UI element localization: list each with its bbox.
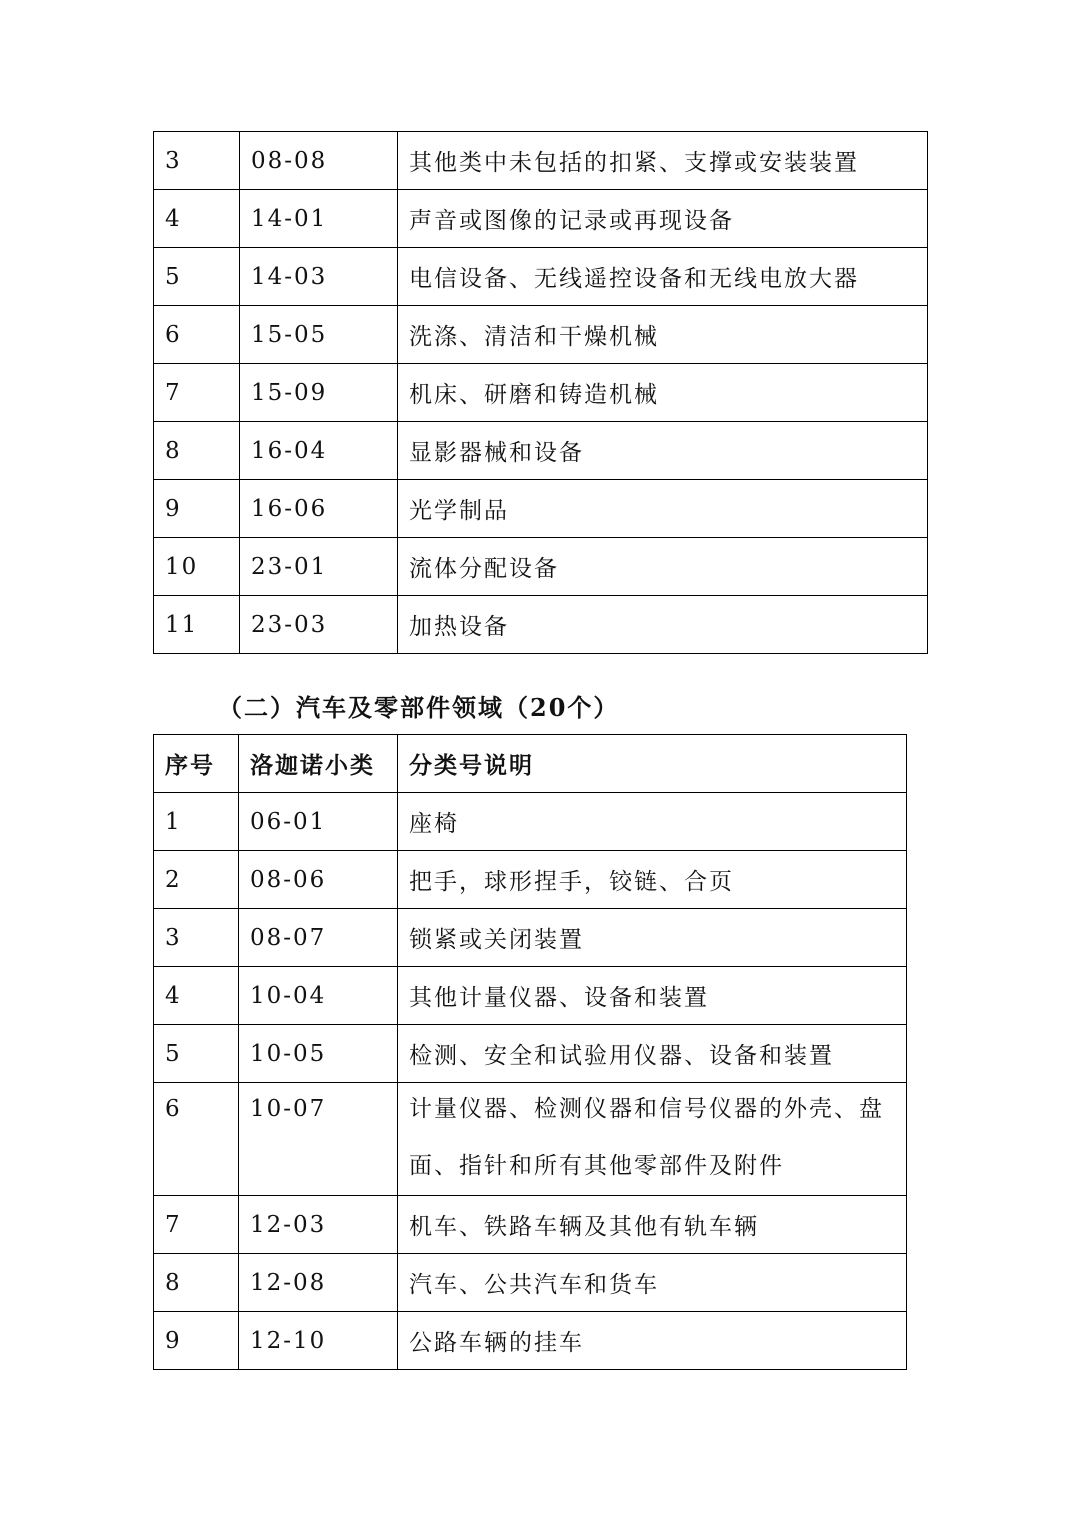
class-description: 声音或图像的记录或再现设备 bbox=[398, 190, 928, 248]
table-header-row bbox=[154, 735, 907, 793]
header-locarno-subclass: 洛迦诺小类 bbox=[239, 735, 398, 793]
table-row bbox=[154, 1312, 907, 1370]
row-number: 7 bbox=[154, 1196, 239, 1254]
header-number: 序号 bbox=[154, 735, 239, 793]
locarno-code: 10-05 bbox=[239, 1025, 398, 1083]
table-row bbox=[154, 967, 907, 1025]
automotive-classification-table bbox=[153, 734, 907, 1370]
table-row bbox=[154, 306, 928, 364]
locarno-code: 10-04 bbox=[239, 967, 398, 1025]
row-number: 1 bbox=[154, 793, 239, 851]
section-heading: （二）汽车及零部件领域（20个） bbox=[218, 693, 620, 722]
row-number: 3 bbox=[154, 132, 240, 190]
class-description: 电信设备、无线遥控设备和无线电放大器 bbox=[398, 248, 928, 306]
row-number: 6 bbox=[154, 306, 240, 364]
row-number: 5 bbox=[154, 1025, 239, 1083]
class-description: 其他类中未包括的扣紧、支撑或安装装置 bbox=[398, 132, 928, 190]
locarno-code: 14-03 bbox=[240, 248, 398, 306]
classification-table-part-1 bbox=[153, 131, 928, 654]
table-row bbox=[154, 1254, 907, 1312]
locarno-code: 16-04 bbox=[240, 422, 398, 480]
row-number: 11 bbox=[154, 596, 240, 654]
row-number: 5 bbox=[154, 248, 240, 306]
class-description: 把手，球形捏手，铰链、合页 bbox=[398, 851, 907, 909]
locarno-code: 15-09 bbox=[240, 364, 398, 422]
locarno-code: 08-08 bbox=[240, 132, 398, 190]
row-number: 10 bbox=[154, 538, 240, 596]
row-number: 3 bbox=[154, 909, 239, 967]
locarno-code: 16-06 bbox=[240, 480, 398, 538]
class-description: 公路车辆的挂车 bbox=[398, 1312, 907, 1370]
row-number bbox=[154, 1083, 239, 1196]
row-number-text: 6 bbox=[165, 1096, 182, 1122]
class-description: 检测、安全和试验用仪器、设备和装置 bbox=[398, 1025, 907, 1083]
class-description: 锁紧或关闭装置 bbox=[398, 909, 907, 967]
table-row bbox=[154, 596, 928, 654]
locarno-code: 08-07 bbox=[239, 909, 398, 967]
header-description: 分类号说明 bbox=[398, 735, 907, 793]
row-number: 7 bbox=[154, 364, 240, 422]
table-row bbox=[154, 190, 928, 248]
table-row bbox=[154, 132, 928, 190]
class-description: 流体分配设备 bbox=[398, 538, 928, 596]
locarno-code bbox=[239, 1083, 398, 1196]
table-row bbox=[154, 422, 928, 480]
row-number: 8 bbox=[154, 422, 240, 480]
locarno-code: 23-01 bbox=[240, 538, 398, 596]
table-row bbox=[154, 793, 907, 851]
table-row bbox=[154, 538, 928, 596]
locarno-code: 23-03 bbox=[240, 596, 398, 654]
locarno-code: 06-01 bbox=[239, 793, 398, 851]
locarno-code: 12-03 bbox=[239, 1196, 398, 1254]
locarno-code-text: 10-07 bbox=[250, 1096, 327, 1122]
class-description: 汽车、公共汽车和货车 bbox=[398, 1254, 907, 1312]
class-description: 加热设备 bbox=[398, 596, 928, 654]
row-number: 9 bbox=[154, 480, 240, 538]
table-row bbox=[154, 909, 907, 967]
class-description: 机床、研磨和铸造机械 bbox=[398, 364, 928, 422]
table-row bbox=[154, 364, 928, 422]
row-number: 9 bbox=[154, 1312, 239, 1370]
table-row bbox=[154, 851, 907, 909]
locarno-code: 15-05 bbox=[240, 306, 398, 364]
locarno-code: 14-01 bbox=[240, 190, 398, 248]
class-description: 座椅 bbox=[398, 793, 907, 851]
locarno-code: 12-08 bbox=[239, 1254, 398, 1312]
locarno-code: 12-10 bbox=[239, 1312, 398, 1370]
table-row bbox=[154, 1083, 907, 1196]
class-description: 机车、铁路车辆及其他有轨车辆 bbox=[398, 1196, 907, 1254]
row-number: 4 bbox=[154, 967, 239, 1025]
row-number: 2 bbox=[154, 851, 239, 909]
class-description: 其他计量仪器、设备和装置 bbox=[398, 967, 907, 1025]
table-row bbox=[154, 1025, 907, 1083]
row-number: 8 bbox=[154, 1254, 239, 1312]
class-description: 光学制品 bbox=[398, 480, 928, 538]
class-description: 显影器械和设备 bbox=[398, 422, 928, 480]
table-row bbox=[154, 248, 928, 306]
class-description-text: 计量仪器、检测仪器和信号仪器的外壳、盘面、指针和所有其他零部件及附件 bbox=[409, 1096, 884, 1179]
row-number: 4 bbox=[154, 190, 240, 248]
table-row bbox=[154, 1196, 907, 1254]
class-description: 洗涤、清洁和干燥机械 bbox=[398, 306, 928, 364]
table-row bbox=[154, 480, 928, 538]
class-description bbox=[398, 1083, 907, 1196]
locarno-code: 08-06 bbox=[239, 851, 398, 909]
